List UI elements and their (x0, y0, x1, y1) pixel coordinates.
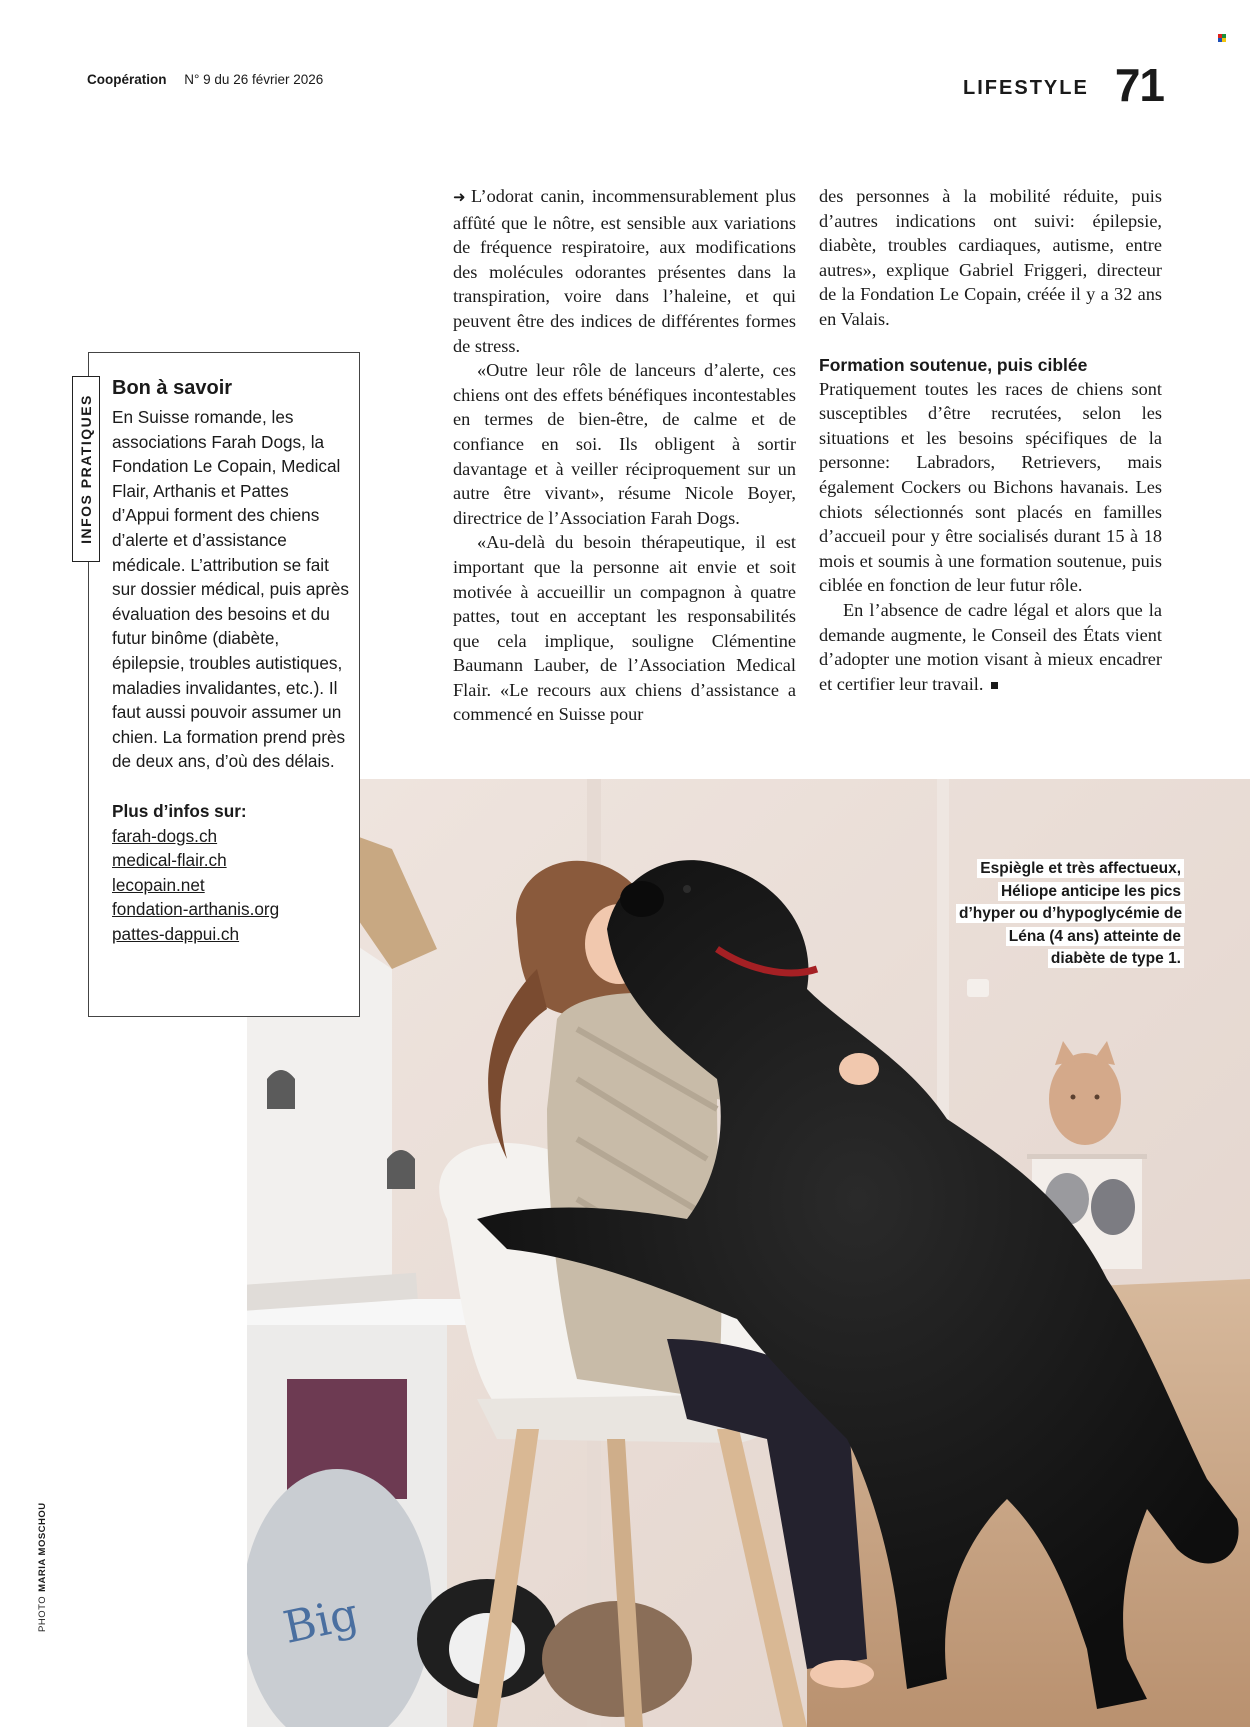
info-box (88, 352, 360, 1017)
print-registration-mark (1218, 34, 1226, 42)
infos-pratiques-tab (72, 376, 100, 562)
subheading: Formation soutenue, puis ciblée (819, 354, 1088, 375)
arrow-right-icon: ➜ (453, 190, 466, 206)
publication-name: Coopération (87, 72, 167, 87)
link-medical-flair[interactable]: medical-flair.ch (112, 850, 227, 871)
issue-date: N° 9 du 26 février 2026 (184, 72, 324, 87)
paragraph: «Outre leur rôle de lanceurs d’alerte, ces chiens ont des effets bénéfiques incontestables en termes de bien-être, de calme et de confiance en soi. Ils obligent à sortir davantage et à veiller réciproquement sur un autre être vivant», résume Nicole Boyer, directrice de l’Association Farah Dogs. (453, 360, 796, 528)
infobox-body: En Suisse romande, les associations Farah Dogs, la Fondation Le Copain, Medical Flair, Arthanis et Pattes d’Appui forment des chiens d’alerte et d’assistance médicale. L’attribution se fait sur dossier médical, puis après évaluation des besoins et du futur binôme (diabète, épilepsie, troubles autistiques, maladies invalidantes, etc.). Il faut aussi pouvoir assumer un chien. La formation prend près de deux ans, d’où des délais. (112, 407, 349, 772)
link-lecopain[interactable]: lecopain.net (112, 874, 205, 895)
photo-credit (37, 1502, 48, 1632)
paragraph: Pratiquement toutes les races de chiens sont susceptibles d’être recrutées, selon les situations et les besoins spécifiques de la personne: Labradors, Retrievers, mais également Cockers ou Bichons havanais. Les chiots sélectionnés sont placés en familles d’accueil pour y être socialisés durant 15 à 18 mois et soumis à une formation soutenue, puis ciblée en fonction de leur futur rôle. (819, 378, 1162, 596)
photographer-name: MARIA MOSCHOU (37, 1502, 48, 1592)
tab-label: INFOS PRATIQUES (78, 394, 94, 544)
infobox-title: Bon à savoir (112, 377, 233, 399)
end-of-article-icon (991, 682, 998, 689)
section-label: LIFESTYLE (963, 76, 1089, 99)
article-column-2 (819, 184, 1162, 696)
credit-label: PHOTO (37, 1595, 48, 1632)
svg-text:Big: Big (279, 1588, 363, 1654)
paragraph: ➜ L’odorat canin, incommensurablement plus affûté que le nôtre, est sensible aux variations de fréquence respiratoire, aux modifications des molécules odorantes présentes dans la transpiration, voire dans l’haleine, et qui peuvent être des indices de différentes formes de stress. (453, 186, 796, 356)
photo-caption: Espiègle et très affectueux, Héliope anticipe les pics d’hyper ou d’hypoglycémie de Léna (4 ans) atteinte de diabète de type 1. (956, 858, 1184, 971)
page-number: 71 (1114, 59, 1164, 111)
article-column-1 (453, 184, 796, 727)
header-left (87, 72, 323, 87)
link-farah-dogs[interactable]: farah-dogs.ch (112, 825, 218, 846)
header-right (963, 59, 1164, 111)
link-pattes-dappui[interactable]: pattes-dappui.ch (112, 923, 240, 944)
more-info-title: Plus d’infos sur: (112, 800, 247, 821)
paragraph: des personnes à la mobilité réduite, puis d’autres indications ont suivi: épilepsie, diabète, troubles cardiaques, autisme, entre autres», explique Gabriel Friggeri, directeur de la Fondation Le Copain, créée il y a 32 ans en Valais. (819, 186, 1162, 329)
paragraph: En l’absence de cadre légal et alors que la demande augmente, le Conseil des États vient d’adopter une motion visant à mieux encadrer et certifier leur travail. (819, 599, 1162, 694)
link-fondation-arthanis[interactable]: fondation-arthanis.org (112, 899, 280, 920)
paragraph: «Au-delà du besoin thérapeutique, il est important que la personne ait envie et soit motivée à accueillir un compagnon à quatre pattes, tout en acceptant les responsabilités que cela implique, souligne Clémentine Baumann Lauber, de l’Association Medical Flair. «Le recours aux chiens d’assistance a commencé en Suisse pour (453, 532, 796, 725)
